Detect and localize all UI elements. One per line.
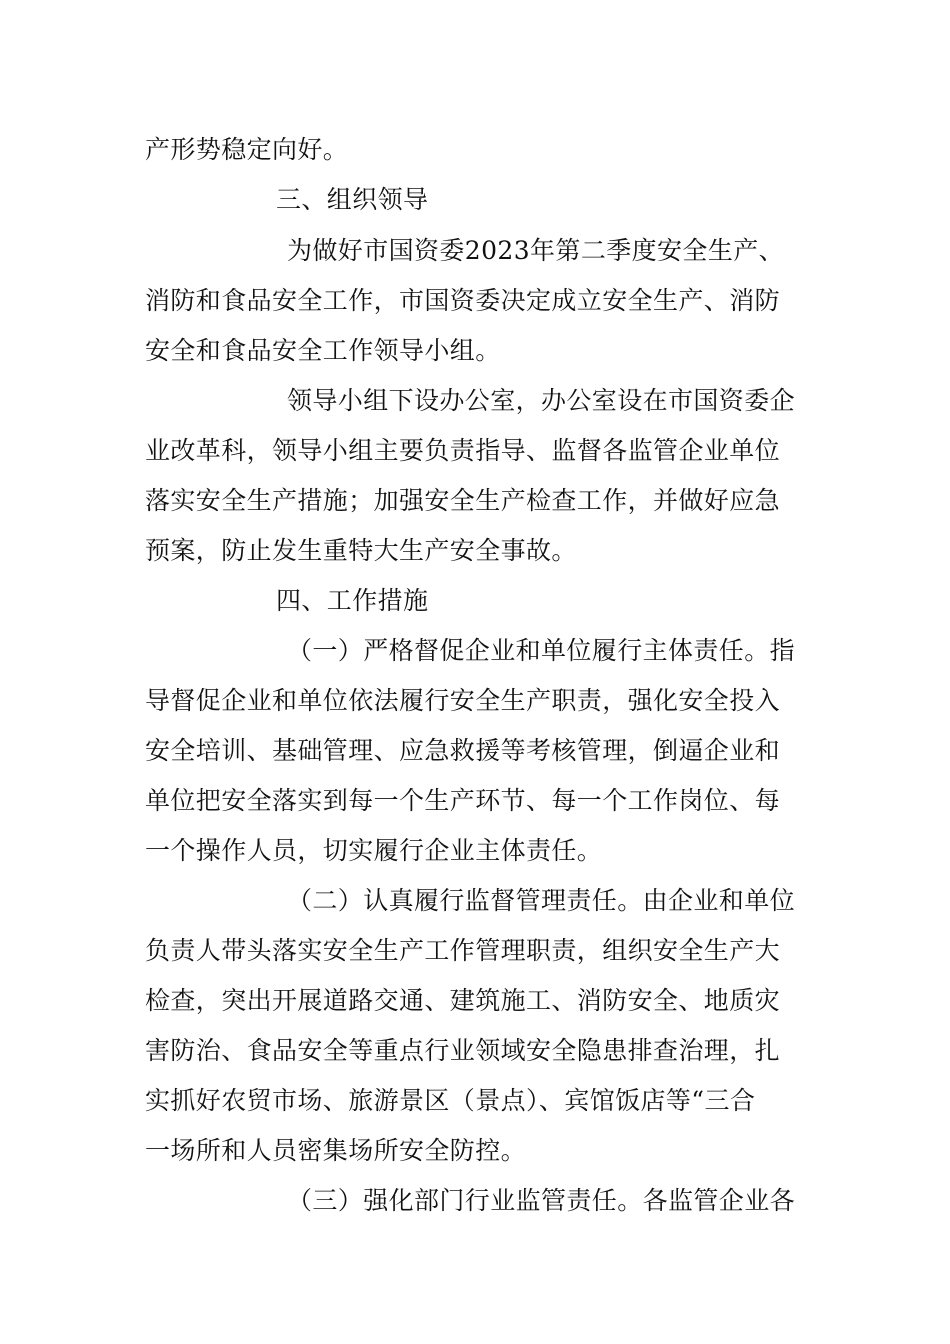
- text-line: 单位把安全落实到每一个生产环节、每一个工作岗位、每: [145, 786, 781, 815]
- text-line: 业改革科，领导小组主要负责指导、监督各监管企业单位: [145, 436, 781, 465]
- text-line: 产形势稳定向好。: [145, 135, 349, 164]
- section-heading: 三、组织领导: [276, 185, 429, 214]
- text-line: 为做好市国资委2023年第二季度安全生产、: [287, 236, 785, 265]
- text-line: 落实安全生产措施；加强安全生产检查工作，并做好应急: [145, 486, 781, 515]
- text-line: 一场所和人员密集场所安全防控。: [145, 1136, 527, 1165]
- text-line: 负责人带头落实安全生产工作管理职责，组织安全生产大: [145, 936, 781, 965]
- text-line: 检查，突出开展道路交通、建筑施工、消防安全、地质灾: [145, 986, 781, 1015]
- text-line: 消防和食品安全工作，市国资委决定成立安全生产、消防: [145, 286, 781, 315]
- text-line: 实抓好农贸市场、旅游景区（景点）、宾馆饭店等“三合: [145, 1086, 756, 1115]
- text-line: 安全和食品安全工作领导小组。: [145, 336, 501, 365]
- text-line: （一）严格督促企业和单位履行主体责任。指: [287, 636, 796, 665]
- text-line: （二）认真履行监督管理责任。由企业和单位: [287, 886, 796, 915]
- text-line: 害防治、食品安全等重点行业领域安全隐患排查治理，扎: [145, 1036, 781, 1065]
- section-heading: 四、工作措施: [276, 586, 429, 615]
- text-line: 预案，防止发生重特大生产安全事故。: [145, 536, 577, 565]
- text-line: （三）强化部门行业监管责任。各监管企业各: [287, 1186, 796, 1215]
- text-line: 一个操作人员，切实履行企业主体责任。: [145, 836, 603, 865]
- text-line: 导督促企业和单位依法履行安全生产职责，强化安全投入: [145, 686, 781, 715]
- text-line: 领导小组下设办公室，办公室设在市国资委企: [287, 386, 796, 415]
- text-line: 安全培训、基础管理、应急救援等考核管理，倒逼企业和: [145, 736, 781, 765]
